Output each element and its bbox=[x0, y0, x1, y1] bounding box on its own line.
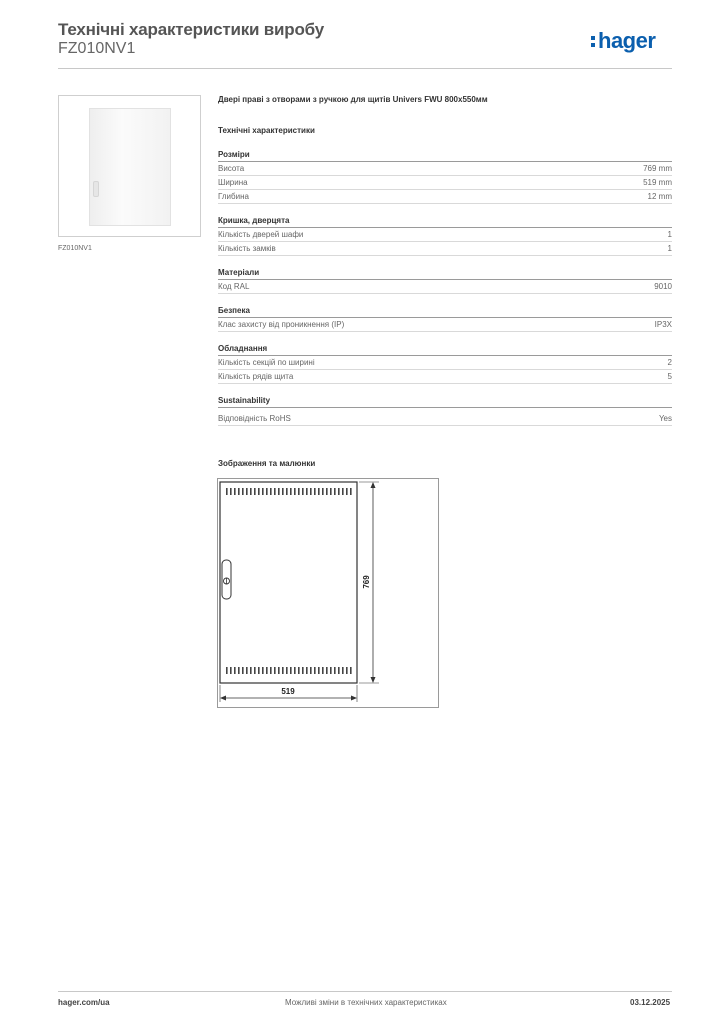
vent-slot bbox=[234, 488, 236, 495]
door-outline bbox=[220, 482, 357, 683]
vent-slot bbox=[346, 488, 348, 495]
group-title: Розміри bbox=[218, 148, 672, 162]
vent-slot bbox=[294, 667, 296, 674]
vent-slot bbox=[346, 667, 348, 674]
technical-drawing bbox=[217, 478, 439, 708]
vent-slot bbox=[274, 667, 276, 674]
spec-group-equipment bbox=[218, 342, 672, 384]
spec-label: Глибина bbox=[218, 192, 249, 201]
vent-slot bbox=[318, 488, 320, 495]
vent-slot bbox=[250, 667, 252, 674]
vent-slot bbox=[314, 667, 316, 674]
spec-row bbox=[218, 228, 672, 242]
vent-slot bbox=[246, 488, 248, 495]
vent-slot bbox=[278, 488, 280, 495]
spec-value: 2 bbox=[667, 358, 672, 367]
spec-group-cover-door bbox=[218, 214, 672, 256]
vent-slot bbox=[338, 488, 340, 495]
vent-slot bbox=[322, 488, 324, 495]
vent-slot bbox=[274, 488, 276, 495]
vent-slot bbox=[270, 667, 272, 674]
vent-slot bbox=[246, 667, 248, 674]
vent-slot bbox=[230, 667, 232, 674]
spec-value: 9010 bbox=[654, 282, 672, 291]
spec-heading: Технічні характеристики bbox=[218, 126, 315, 135]
vent-slot bbox=[282, 488, 284, 495]
vent-slot bbox=[334, 667, 336, 674]
vent-slot bbox=[270, 488, 272, 495]
vent-slot bbox=[310, 667, 312, 674]
vent-slot bbox=[266, 667, 268, 674]
vent-slot bbox=[242, 488, 244, 495]
footer-date: 03.12.2025 bbox=[630, 998, 671, 1007]
vent-slot bbox=[258, 488, 260, 495]
height-arrow-top bbox=[371, 482, 376, 488]
vent-slot bbox=[254, 667, 256, 674]
vent-slot bbox=[250, 488, 252, 495]
spec-label: Відповідність RoHS bbox=[218, 414, 291, 423]
spec-label: Кількість рядів щита bbox=[218, 372, 294, 381]
vent-slot bbox=[258, 667, 260, 674]
vent-slot bbox=[302, 667, 304, 674]
spec-value: 5 bbox=[667, 372, 672, 381]
vent-slot bbox=[338, 667, 340, 674]
spec-value: IP3X bbox=[654, 320, 672, 329]
vent-slot bbox=[278, 667, 280, 674]
footer-divider bbox=[58, 991, 672, 992]
vent-slot bbox=[330, 488, 332, 495]
vent-slot bbox=[290, 667, 292, 674]
vent-slot bbox=[286, 488, 288, 495]
spec-row bbox=[218, 370, 672, 384]
spec-label: Клас захисту від проникнення (IP) bbox=[218, 320, 345, 329]
vent-slot bbox=[326, 488, 328, 495]
vent-slot bbox=[262, 488, 264, 495]
spec-value: 1 bbox=[667, 230, 672, 239]
vent-slot bbox=[350, 667, 352, 674]
footer-website[interactable]: hager.com/ua bbox=[58, 998, 110, 1007]
vent-slot bbox=[254, 488, 256, 495]
header-divider bbox=[58, 68, 672, 69]
spec-value: 12 mm bbox=[647, 192, 672, 201]
vent-slot bbox=[334, 488, 336, 495]
door-handle-image bbox=[93, 181, 99, 197]
spec-row bbox=[218, 242, 672, 256]
spec-row bbox=[218, 318, 672, 332]
vent-slot bbox=[342, 488, 344, 495]
vent-slot bbox=[266, 488, 268, 495]
product-name: Двері праві з отворами з ручкою для щитів Univers FWU 800x550мм bbox=[218, 95, 488, 104]
hager-logo-text: hager bbox=[598, 28, 656, 53]
height-arrow-bottom bbox=[371, 677, 376, 683]
width-label: 519 bbox=[281, 687, 295, 696]
vent-slot bbox=[350, 488, 352, 495]
vent-slot bbox=[322, 667, 324, 674]
vent-slot bbox=[226, 667, 228, 674]
spec-value: 1 bbox=[667, 244, 672, 253]
door-image bbox=[89, 108, 171, 226]
page-title: Технічні характеристики виробу bbox=[58, 20, 324, 39]
group-title: Кришка, дверцята bbox=[218, 214, 672, 228]
spec-label: Ширина bbox=[218, 178, 248, 187]
group-title: Sustainability bbox=[218, 394, 672, 408]
spec-group-materials bbox=[218, 266, 672, 294]
spec-group-sustainability bbox=[218, 394, 672, 426]
vent-slot bbox=[286, 667, 288, 674]
vent-slot bbox=[238, 488, 240, 495]
spec-row bbox=[218, 280, 672, 294]
width-arrow-left bbox=[220, 696, 226, 701]
group-title: Безпека bbox=[218, 304, 672, 318]
height-label: 769 bbox=[362, 575, 371, 589]
spec-value: 519 mm bbox=[643, 178, 672, 187]
drawings-heading: Зображення та малюнки bbox=[218, 459, 316, 468]
vent-slot bbox=[318, 667, 320, 674]
spec-label: Кількість дверей шафи bbox=[218, 230, 304, 239]
vent-slot bbox=[342, 667, 344, 674]
spec-content bbox=[218, 93, 672, 426]
spec-value: Yes bbox=[658, 414, 672, 423]
vent-slots-bottom bbox=[226, 667, 352, 674]
vent-slot bbox=[302, 488, 304, 495]
vent-slot bbox=[310, 488, 312, 495]
group-title: Обладнання bbox=[218, 342, 672, 356]
vent-slot bbox=[262, 667, 264, 674]
product-thumbnail bbox=[58, 95, 201, 237]
thumbnail-caption: FZ010NV1 bbox=[58, 245, 92, 252]
vent-slot bbox=[282, 667, 284, 674]
vent-slot bbox=[234, 667, 236, 674]
spec-group-safety bbox=[218, 304, 672, 332]
spec-row bbox=[218, 162, 672, 176]
spec-value: 769 mm bbox=[643, 164, 672, 173]
spec-label: Висота bbox=[218, 164, 245, 173]
spec-label: Код RAL bbox=[218, 282, 250, 291]
vent-slot bbox=[298, 667, 300, 674]
vent-slot bbox=[326, 667, 328, 674]
hager-logo bbox=[590, 27, 674, 55]
vent-slot bbox=[230, 488, 232, 495]
spec-row bbox=[218, 176, 672, 190]
vent-slot bbox=[238, 667, 240, 674]
spec-row bbox=[218, 356, 672, 370]
vent-slots-top bbox=[226, 488, 352, 495]
vent-slot bbox=[290, 488, 292, 495]
product-code: FZ010NV1 bbox=[58, 40, 136, 57]
spec-label: Кількість замків bbox=[218, 244, 276, 253]
vent-slot bbox=[242, 667, 244, 674]
vent-slot bbox=[314, 488, 316, 495]
width-arrow-right bbox=[351, 696, 357, 701]
vent-slot bbox=[306, 667, 308, 674]
vent-slot bbox=[226, 488, 228, 495]
spec-label: Кількість секцій по ширині bbox=[218, 358, 315, 367]
vent-slot bbox=[298, 488, 300, 495]
spec-row bbox=[218, 412, 672, 426]
spec-row bbox=[218, 190, 672, 204]
footer-note: Можливі зміни в технічних характеристиках bbox=[285, 998, 447, 1007]
vent-slot bbox=[330, 667, 332, 674]
spec-group-dimensions bbox=[218, 148, 672, 204]
vent-slot bbox=[294, 488, 296, 495]
group-title: Матеріали bbox=[218, 266, 672, 280]
vent-slot bbox=[306, 488, 308, 495]
